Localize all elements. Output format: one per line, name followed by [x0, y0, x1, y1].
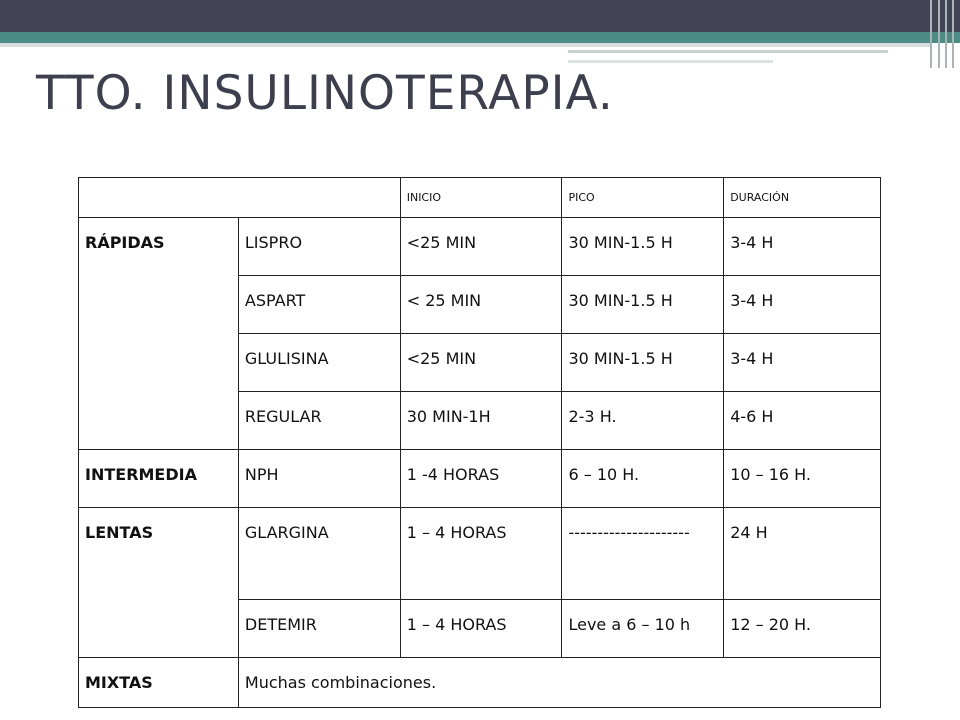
accent-band — [0, 32, 960, 43]
ribbon-line — [568, 60, 773, 63]
duracion-cell: 3-4 H — [724, 334, 881, 392]
pico-cell: --------------------- — [562, 508, 724, 600]
ribbon-line — [568, 50, 888, 53]
insulin-name: REGULAR — [238, 392, 400, 450]
inicio-cell: <25 MIN — [400, 218, 562, 276]
insulin-name: GLULISINA — [238, 334, 400, 392]
pico-cell: 6 – 10 H. — [562, 450, 724, 508]
table-row — [79, 658, 881, 708]
duracion-cell: 4-6 H — [724, 392, 881, 450]
header-duracion: DURACIÓN — [724, 178, 881, 218]
insulin-name: DETEMIR — [238, 600, 400, 658]
slide-title: TTO. INSULINOTERAPIA. — [36, 66, 614, 121]
category-rapidas: RÁPIDAS — [79, 218, 239, 450]
duracion-cell: 12 – 20 H. — [724, 600, 881, 658]
header-row — [79, 178, 881, 218]
duracion-cell: 10 – 16 H. — [724, 450, 881, 508]
inicio-cell: 1 -4 HORAS — [400, 450, 562, 508]
category-mixtas: MIXTAS — [79, 658, 239, 708]
header-pico: PICO — [562, 178, 724, 218]
inicio-cell: 1 – 4 HORAS — [400, 600, 562, 658]
inicio-cell: < 25 MIN — [400, 276, 562, 334]
pico-cell: 2-3 H. — [562, 392, 724, 450]
inicio-cell: 30 MIN-1H — [400, 392, 562, 450]
pico-cell: 30 MIN-1.5 H — [562, 276, 724, 334]
header-empty-cell — [79, 178, 401, 218]
insulin-name: LISPRO — [238, 218, 400, 276]
insulin-name: ASPART — [238, 276, 400, 334]
duracion-cell: 24 H — [724, 508, 881, 600]
table-row — [79, 508, 881, 600]
header-inicio: INICIO — [400, 178, 562, 218]
table-row — [79, 450, 881, 508]
duracion-cell: 3-4 H — [724, 276, 881, 334]
duracion-cell: 3-4 H — [724, 218, 881, 276]
pico-cell: 30 MIN-1.5 H — [562, 218, 724, 276]
pico-cell: Leve a 6 – 10 h — [562, 600, 724, 658]
insulin-name: GLARGINA — [238, 508, 400, 600]
header-band — [0, 0, 960, 32]
ribbon-line — [0, 43, 930, 47]
pico-cell: 30 MIN-1.5 H — [562, 334, 724, 392]
inicio-cell: 1 – 4 HORAS — [400, 508, 562, 600]
inicio-cell: <25 MIN — [400, 334, 562, 392]
table-row — [79, 218, 881, 276]
insulin-table — [78, 177, 881, 708]
category-lentas: LENTAS — [79, 508, 239, 658]
insulin-name: NPH — [238, 450, 400, 508]
category-intermedia: INTERMEDIA — [79, 450, 239, 508]
mixtas-note: Muchas combinaciones. — [238, 658, 880, 708]
decorative-stripes — [926, 0, 960, 68]
